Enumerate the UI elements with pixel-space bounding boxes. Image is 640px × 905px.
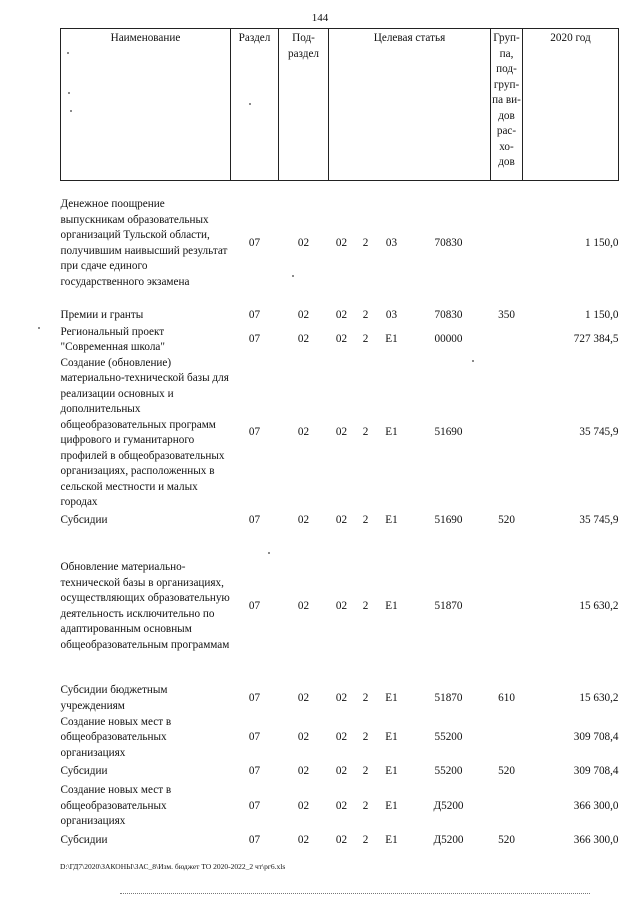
cell-t1: 02 (335, 426, 348, 439)
cell-name: Премии и гранты (60, 308, 144, 321)
cell-amount: 15 630,2 (579, 599, 619, 612)
cell-section: 07 (248, 237, 261, 249)
cell-t1: 02 (335, 691, 348, 704)
budget-table (60, 28, 619, 852)
cell-group: 610 (498, 691, 515, 704)
cell-group (491, 531, 523, 683)
cell-t3: 03 (385, 237, 398, 249)
cell-subsection: 02 (297, 691, 310, 704)
cell-t2: 2 (362, 308, 369, 321)
cell-group (491, 783, 523, 830)
cell-amount: 35 745,9 (579, 426, 619, 439)
cell-subsection: 02 (297, 426, 310, 439)
cell-group: 350 (498, 308, 515, 321)
header-year: 2020 год (523, 29, 619, 181)
cell-amount: 1 150,0 (584, 308, 619, 321)
table-row (61, 715, 619, 762)
cell-t4: Д5200 (433, 799, 464, 812)
cell-amount: 35 745,9 (579, 513, 619, 526)
cell-group (491, 356, 523, 511)
cell-amount: 15 630,2 (579, 691, 619, 704)
cell-t3: E1 (385, 799, 398, 812)
cell-amount: 727 384,5 (573, 333, 619, 346)
cell-t3: E1 (385, 333, 398, 346)
cell-subsection: 02 (297, 513, 310, 526)
header-subsection: Под- раздел (279, 29, 329, 181)
table-row (61, 683, 619, 715)
cell-t4: 55200 (434, 765, 463, 778)
cell-t1: 02 (335, 731, 348, 743)
cell-subsection: 02 (297, 308, 310, 321)
cell-group: 520 (498, 513, 515, 526)
cell-subsection: 02 (297, 599, 310, 612)
cell-subsection: 02 (297, 333, 310, 346)
cell-t2: 2 (362, 513, 369, 526)
cell-name: Обновление материально-технической базы в организациях, осуществляющих образовательную деятельность исключительно по адаптированным основным общеобразовательным программам (60, 561, 230, 651)
cell-t3: E1 (385, 599, 398, 612)
cell-section: 07 (248, 731, 261, 743)
cell-section: 07 (248, 333, 261, 346)
cell-t1: 02 (335, 599, 348, 612)
table-row (61, 325, 619, 356)
cell-subsection: 02 (297, 833, 310, 846)
cell-section: 07 (248, 833, 261, 846)
cell-subsection: 02 (297, 731, 310, 743)
cell-t1: 02 (335, 308, 348, 321)
cell-t1: 02 (335, 765, 348, 778)
cell-section: 07 (248, 599, 261, 612)
cell-t2: 2 (362, 731, 369, 743)
cell-section: 07 (248, 426, 261, 439)
cell-section: 07 (248, 513, 261, 526)
header-section: Раздел (231, 29, 279, 181)
cell-t4: 51690 (434, 426, 463, 439)
cell-t2: 2 (362, 765, 369, 778)
cell-t4: 51690 (434, 513, 463, 526)
cell-t4: Д5200 (433, 833, 464, 846)
cell-t2: 2 (362, 799, 369, 812)
cell-name: Создание новых мест в общеобразовательных организациях (60, 784, 172, 827)
cell-amount: 309 708,4 (573, 765, 619, 778)
cell-section: 07 (248, 691, 261, 704)
cell-t4: 51870 (434, 599, 463, 612)
footer-divider (120, 893, 590, 894)
cell-t4: 51870 (434, 691, 463, 704)
cell-t2: 2 (362, 333, 369, 346)
cell-group: 520 (498, 765, 515, 778)
table-row (61, 761, 619, 783)
footer-file-path: D:\ГД7\2020\ЗАКОНЫ\ЗАС_8\Изм. бюджет ТО 2020-2022_2 чт\рг6.xls (60, 862, 286, 871)
cell-group (491, 715, 523, 762)
cell-t2: 2 (362, 237, 369, 249)
header-expense-group: Груп- па, под- груп- па ви- дов рас- хо- дов (491, 29, 523, 181)
cell-t2: 2 (362, 599, 369, 612)
cell-t1: 02 (335, 513, 348, 526)
cell-t4: 70830 (434, 308, 463, 321)
cell-amount: 309 708,4 (573, 731, 619, 743)
cell-t2: 2 (362, 426, 369, 439)
cell-name: Денежное поощрение выпускникам образовательных организаций Тульской области, получившим наивысший результат при сдаче единого государственного экзамена (60, 198, 228, 288)
cell-name: Субсидии (60, 513, 108, 526)
page-number: 144 (311, 12, 329, 24)
cell-t1: 02 (335, 833, 348, 846)
cell-t3: 03 (385, 308, 398, 321)
cell-name: Субсидии бюджетным учреждениям (60, 684, 168, 712)
cell-subsection: 02 (297, 237, 310, 249)
cell-t3: E1 (385, 691, 398, 704)
cell-amount: 366 300,0 (573, 799, 619, 812)
cell-t2: 2 (362, 691, 369, 704)
table-row (61, 830, 619, 852)
cell-group (491, 325, 523, 356)
cell-amount: 1 150,0 (584, 237, 619, 249)
cell-name: Создание новых мест в общеобразовательных организациях (60, 715, 172, 759)
header-name: Наименование (61, 29, 231, 181)
cell-group: 520 (498, 833, 515, 846)
cell-t1: 02 (335, 237, 348, 249)
cell-name: Региональный проект "Современная школа" (60, 325, 165, 353)
cell-t3: E1 (385, 731, 398, 743)
cell-subsection: 02 (297, 765, 310, 778)
cell-t3: E1 (385, 765, 398, 778)
cell-t3: E1 (385, 833, 398, 846)
cell-name: Субсидии (60, 833, 108, 846)
table-row (61, 511, 619, 531)
table-row (61, 783, 619, 830)
cell-section: 07 (248, 799, 261, 812)
table-row (61, 356, 619, 511)
table-row (61, 181, 619, 307)
table-row (61, 307, 619, 325)
cell-t1: 02 (335, 799, 348, 812)
table-row (61, 531, 619, 683)
cell-t4: 70830 (434, 237, 463, 249)
cell-t4: 00000 (434, 333, 463, 346)
cell-t4: 55200 (434, 731, 463, 743)
cell-name: Субсидии (60, 765, 108, 778)
header-row (61, 29, 619, 181)
cell-t2: 2 (362, 833, 369, 846)
cell-name: Создание (обновление) материально-технической базы для реализации основных и дополнительных общеобразовательных программ цифрового и гуманитарного профилей в общеобразовательных организациях, расположенных в сельской местности и малых городах (60, 356, 229, 508)
cell-section: 07 (248, 308, 261, 321)
cell-group (491, 181, 523, 307)
cell-t3: E1 (385, 513, 398, 526)
header-target-article: Целевая статья (329, 29, 491, 181)
cell-section: 07 (248, 765, 261, 778)
cell-t1: 02 (335, 333, 348, 346)
cell-subsection: 02 (297, 799, 310, 812)
cell-t3: E1 (385, 426, 398, 439)
cell-amount: 366 300,0 (573, 833, 619, 846)
